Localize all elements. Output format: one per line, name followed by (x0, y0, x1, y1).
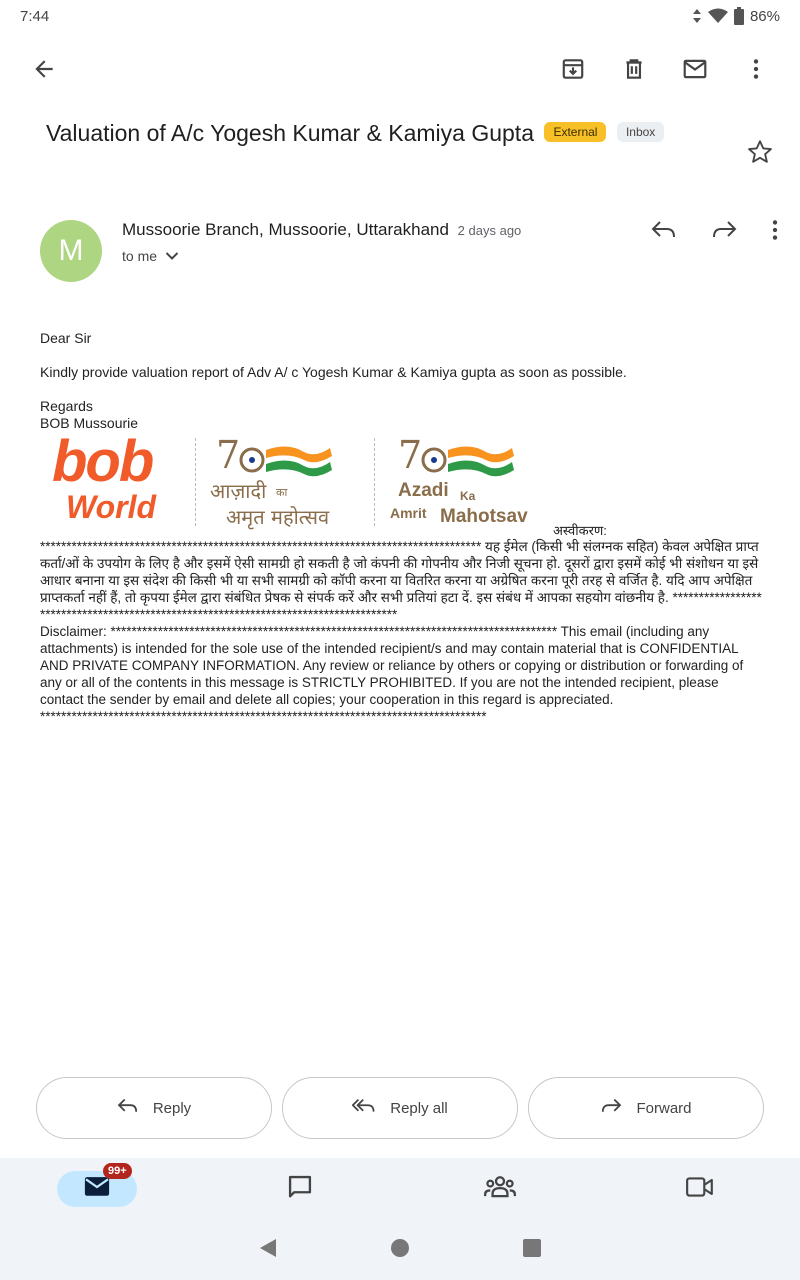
disclaimer-hindi-label: अस्वीकरण: (553, 523, 607, 538)
label-inbox[interactable]: Inbox (617, 122, 664, 142)
mail-icon (83, 1176, 111, 1203)
reply-all-button[interactable] (282, 1077, 518, 1139)
amrit-mahotsav-hindi: अमृत महोत्सव (226, 505, 330, 529)
wifi-icon (708, 8, 728, 24)
reply-actions (36, 1077, 764, 1139)
mark-unread-button[interactable] (671, 47, 719, 95)
label-external[interactable]: External (544, 122, 606, 142)
nav-spaces[interactable] (400, 1173, 600, 1206)
sender-row (40, 218, 790, 288)
forward-icon-button[interactable] (700, 218, 748, 246)
chat-icon (286, 1173, 314, 1206)
more-vert-icon (743, 56, 769, 87)
email-body (40, 330, 765, 725)
status-icons (692, 7, 780, 25)
reply-all-icon (352, 1097, 376, 1119)
sent-time: 2 days ago (457, 223, 522, 238)
logo-divider (374, 438, 375, 526)
azadi-english-emblem (388, 434, 543, 530)
delete-button[interactable] (610, 47, 658, 95)
system-home-icon[interactable] (389, 1237, 411, 1264)
subject-row (46, 120, 776, 180)
email-subject: Valuation of A/c Yogesh Kumar & Kamiya Gupta (46, 120, 534, 146)
azadi-hindi-ka: का (276, 486, 288, 499)
nav-chat[interactable] (200, 1173, 400, 1206)
forward-button[interactable] (528, 1077, 764, 1139)
system-recents-icon[interactable] (521, 1237, 543, 1264)
bottom-navigation (0, 1158, 800, 1220)
archive-icon (560, 56, 586, 87)
chevron-down-icon (165, 248, 179, 264)
battery-level: 86% (749, 7, 780, 25)
recipient-details-toggle[interactable] (122, 248, 179, 264)
archive-button[interactable] (549, 47, 597, 95)
system-back-icon[interactable] (257, 1237, 279, 1264)
reply-button[interactable] (36, 1077, 272, 1139)
sender-name: Mussoorie Branch, Mussoorie, Uttarakhand (122, 220, 449, 239)
azadi-english-logo (388, 434, 543, 530)
sender-line (122, 220, 521, 240)
svg-text:7: 7 (216, 434, 241, 477)
nav-mail-pill (57, 1165, 137, 1207)
ka-word: Ka (460, 489, 476, 503)
more-options-button[interactable] (732, 47, 780, 95)
mahotsav-word: Mahotsav (440, 506, 528, 527)
azadi-hindi-emblem (208, 434, 358, 530)
forward-label: Forward (636, 1099, 692, 1117)
signature-logos (40, 429, 765, 538)
message-more-button[interactable] (760, 218, 790, 246)
bob-world-logo (52, 429, 192, 525)
forward-icon (711, 219, 737, 246)
message-actions (640, 218, 790, 246)
reply-all-label: Reply all (390, 1099, 448, 1117)
forward-icon (600, 1097, 622, 1119)
bob-logo-text: bob (52, 429, 153, 494)
message-text: Kindly provide valuation report of Adv A/ c Yogesh Kumar & Kamiya gupta as soon as possible. (40, 364, 627, 380)
recipient-label: to me (122, 248, 158, 264)
data-arrows-icon (692, 8, 702, 24)
reply-icon-button[interactable] (640, 218, 688, 246)
app-bar (0, 32, 800, 110)
battery-icon (734, 7, 744, 25)
disclaimer-hindi: ************************************************************************************ यह ईमेल (किसी भी संलग्नक सहित) केवल अपेक्षित प्राप्तकर्ता/ओं के उपयोग के लिए है और इसमें ऐसी सामग्री हो सकती है जो कंपनी की गोपनीय और निजी सूचना हो. दूसरों द्वारा इसमें कोई भी संशोधन या इसे आधार बनाना या इस संदेश की किसी भी या सभी सामग्री को कॉपी करना या वितरित करना या अग्रेषित करना पूरी तरह से वर्जित है. यदि आप अपेक्षित प्राप्तकर्ता नहीं हैं, तो कृपया ईमेल द्वारा संबंधित प्रेषक से संपर्क करें और सभी प्रतियां हटा दें. इस संबंध में आपका सहयोग वांछनीय है. ************************************************************************************* (40, 539, 762, 622)
regards: Regards (40, 398, 93, 414)
azadi-hindi-logo (208, 434, 358, 530)
trash-icon (621, 56, 647, 87)
status-time: 7:44 (20, 7, 50, 25)
back-button[interactable] (20, 47, 68, 95)
more-vert-icon (762, 217, 788, 248)
star-icon (746, 153, 774, 170)
azadi-hindi-word: आज़ादी (210, 479, 267, 503)
nav-mail[interactable] (0, 1165, 200, 1207)
reply-icon (117, 1097, 139, 1119)
star-button[interactable] (746, 138, 776, 168)
signature: BOB Mussourie (40, 415, 139, 431)
status-bar (0, 0, 800, 32)
svg-text:7: 7 (398, 434, 423, 477)
amrit-word: Amrit (390, 505, 427, 521)
people-icon (484, 1173, 516, 1206)
nav-meet[interactable] (600, 1175, 800, 1204)
unread-badge: 99+ (103, 1163, 132, 1179)
system-navigation (0, 1220, 800, 1280)
azadi-word: Azadi (398, 480, 449, 501)
video-camera-icon (685, 1175, 715, 1204)
world-logo-text: World (66, 489, 157, 525)
arrow-back-icon (31, 56, 57, 87)
reply-label: Reply (152, 1099, 192, 1117)
disclaimer-english: Disclaimer: ************************************************************************************* This email (including any attachments) is intended for the sole use of the intended recipient/s and may contain material that is CONFIDENTIAL AND PRIVATE COMPANY INFORMATION. Any review or reliance by others or copying or distribution or forwarding of any or all of the contents in this message is STRICTLY PROHIBITED. If you are not the intended recipient, please contact the sender by email and delete all copies; your cooperation in this regard is appreciated. ************************************************************************************* (40, 624, 744, 724)
avatar[interactable]: M (40, 220, 102, 282)
greeting: Dear Sir (40, 330, 92, 346)
reply-icon (651, 219, 677, 246)
logo-divider (195, 438, 196, 526)
mail-icon (681, 56, 709, 87)
